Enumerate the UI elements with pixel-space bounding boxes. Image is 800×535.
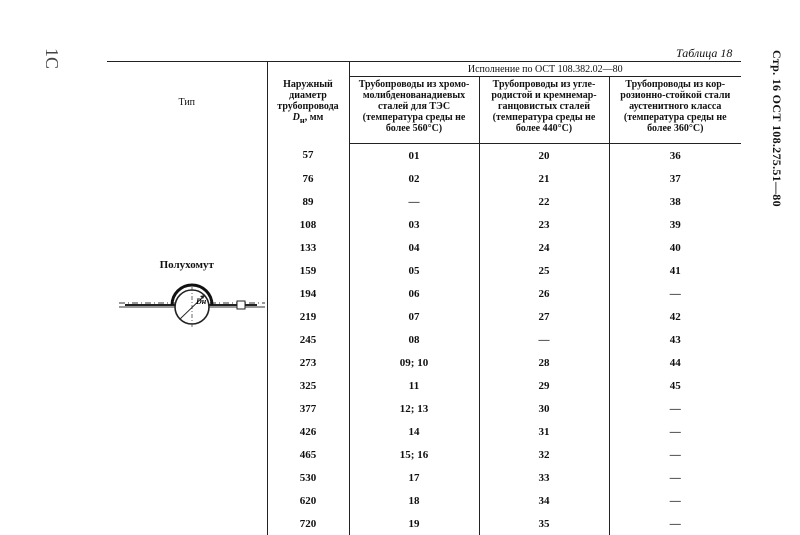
diameter-cell: 620: [267, 489, 349, 512]
cell-austenitic: —: [609, 443, 741, 466]
cell-chrome-moly: 18: [349, 489, 479, 512]
cell-austenitic: 39: [609, 213, 741, 236]
cell-austenitic: —: [609, 466, 741, 489]
diameter-cell: 133: [267, 236, 349, 259]
header-col-carbon: Трубопроводы из угле-родистой и кремнемар-ганцовистых сталей (температура среды не более 440°C): [479, 77, 609, 144]
cell-austenitic: —: [609, 397, 741, 420]
cell-carbon: 26: [479, 282, 609, 305]
cell-chrome-moly: 15; 16: [349, 443, 479, 466]
type-cell: [107, 144, 267, 535]
cell-austenitic: 37: [609, 167, 741, 190]
diameter-cell: 89: [267, 190, 349, 213]
cell-carbon: 27: [479, 305, 609, 328]
cell-chrome-moly: 09; 10: [349, 351, 479, 374]
cell-austenitic: 44: [609, 351, 741, 374]
side-standard-label: Стр. 16 ОСТ 108.275.51—80: [768, 50, 784, 207]
cell-carbon: —: [479, 328, 609, 351]
diameter-cell: 377: [267, 397, 349, 420]
cell-carbon: 33: [479, 466, 609, 489]
cell-chrome-moly: 01: [349, 144, 479, 168]
diameter-cell: 325: [267, 374, 349, 397]
table-caption: Таблица 18: [676, 46, 732, 61]
diameter-cell: 108: [267, 213, 349, 236]
sketch-diameter-label: Dн: [195, 297, 207, 306]
cell-chrome-moly: 02: [349, 167, 479, 190]
cell-chrome-moly: 03: [349, 213, 479, 236]
table-row: [107, 144, 741, 168]
header-diameter-line1: Наружный: [268, 79, 349, 90]
cell-austenitic: 41: [609, 259, 741, 282]
cell-carbon: 20: [479, 144, 609, 168]
diameter-cell: 530: [267, 466, 349, 489]
diameter-cell: 465: [267, 443, 349, 466]
diameter-cell: 159: [267, 259, 349, 282]
cell-carbon: 28: [479, 351, 609, 374]
header-diameter: [267, 62, 349, 144]
diameter-cell: 426: [267, 420, 349, 443]
cell-chrome-moly: 07: [349, 305, 479, 328]
diameter-cell: 245: [267, 328, 349, 351]
cell-carbon: 25: [479, 259, 609, 282]
cell-carbon: 31: [479, 420, 609, 443]
cell-chrome-moly: 05: [349, 259, 479, 282]
pipe-clamp-table: [107, 61, 741, 535]
cell-austenitic: —: [609, 420, 741, 443]
half-clamp-sketch: [117, 279, 267, 331]
cell-chrome-moly: 19: [349, 512, 479, 535]
cell-austenitic: 38: [609, 190, 741, 213]
cell-chrome-moly: 08: [349, 328, 479, 351]
header-diameter-subscript: н: [300, 116, 305, 125]
header-execution: Исполнение по ОСТ 108.382.02—80: [349, 62, 741, 77]
header-diameter-symbol-line: [268, 112, 349, 126]
header-col-austenitic: Трубопроводы из кор-розионно-стойкой стали аустенитного класса (температура среды не более 360°C): [609, 77, 741, 144]
header-diameter-unit: , мм: [305, 112, 324, 123]
cell-austenitic: 42: [609, 305, 741, 328]
cell-chrome-moly: 12; 13: [349, 397, 479, 420]
header-type: Тип: [107, 62, 267, 144]
cell-austenitic: —: [609, 512, 741, 535]
cell-chrome-moly: 04: [349, 236, 479, 259]
cell-chrome-moly: 14: [349, 420, 479, 443]
header-diameter-symbol: D: [293, 112, 300, 123]
cell-carbon: 23: [479, 213, 609, 236]
header-col-chrome-moly: Трубопроводы из хромо-молибденованадиевых сталей для ТЭС (температура среды не более 560°C): [349, 77, 479, 144]
diameter-cell: 720: [267, 512, 349, 535]
cell-chrome-moly: —: [349, 190, 479, 213]
cell-carbon: 24: [479, 236, 609, 259]
cell-carbon: 29: [479, 374, 609, 397]
diameter-cell: 194: [267, 282, 349, 305]
cell-austenitic: 40: [609, 236, 741, 259]
cell-austenitic: —: [609, 282, 741, 305]
cell-carbon: 35: [479, 512, 609, 535]
diameter-cell: 273: [267, 351, 349, 374]
cell-carbon: 34: [479, 489, 609, 512]
cell-austenitic: —: [609, 489, 741, 512]
cell-austenitic: 36: [609, 144, 741, 168]
diameter-cell: 219: [267, 305, 349, 328]
diameter-cell: 76: [267, 167, 349, 190]
cell-carbon: 30: [479, 397, 609, 420]
cell-austenitic: 43: [609, 328, 741, 351]
page-corner-mark: 1C: [41, 48, 62, 69]
table-body: [107, 144, 741, 535]
type-label: Полухомут: [107, 259, 267, 271]
cell-austenitic: 45: [609, 374, 741, 397]
cell-chrome-moly: 06: [349, 282, 479, 305]
cell-chrome-moly: 11: [349, 374, 479, 397]
cell-carbon: 32: [479, 443, 609, 466]
cell-carbon: 21: [479, 167, 609, 190]
header-diameter-line2: диаметр: [268, 90, 349, 101]
header-diameter-line3: трубопровода: [268, 101, 349, 112]
cell-chrome-moly: 17: [349, 466, 479, 489]
diameter-cell: 57: [267, 144, 349, 168]
cell-carbon: 22: [479, 190, 609, 213]
